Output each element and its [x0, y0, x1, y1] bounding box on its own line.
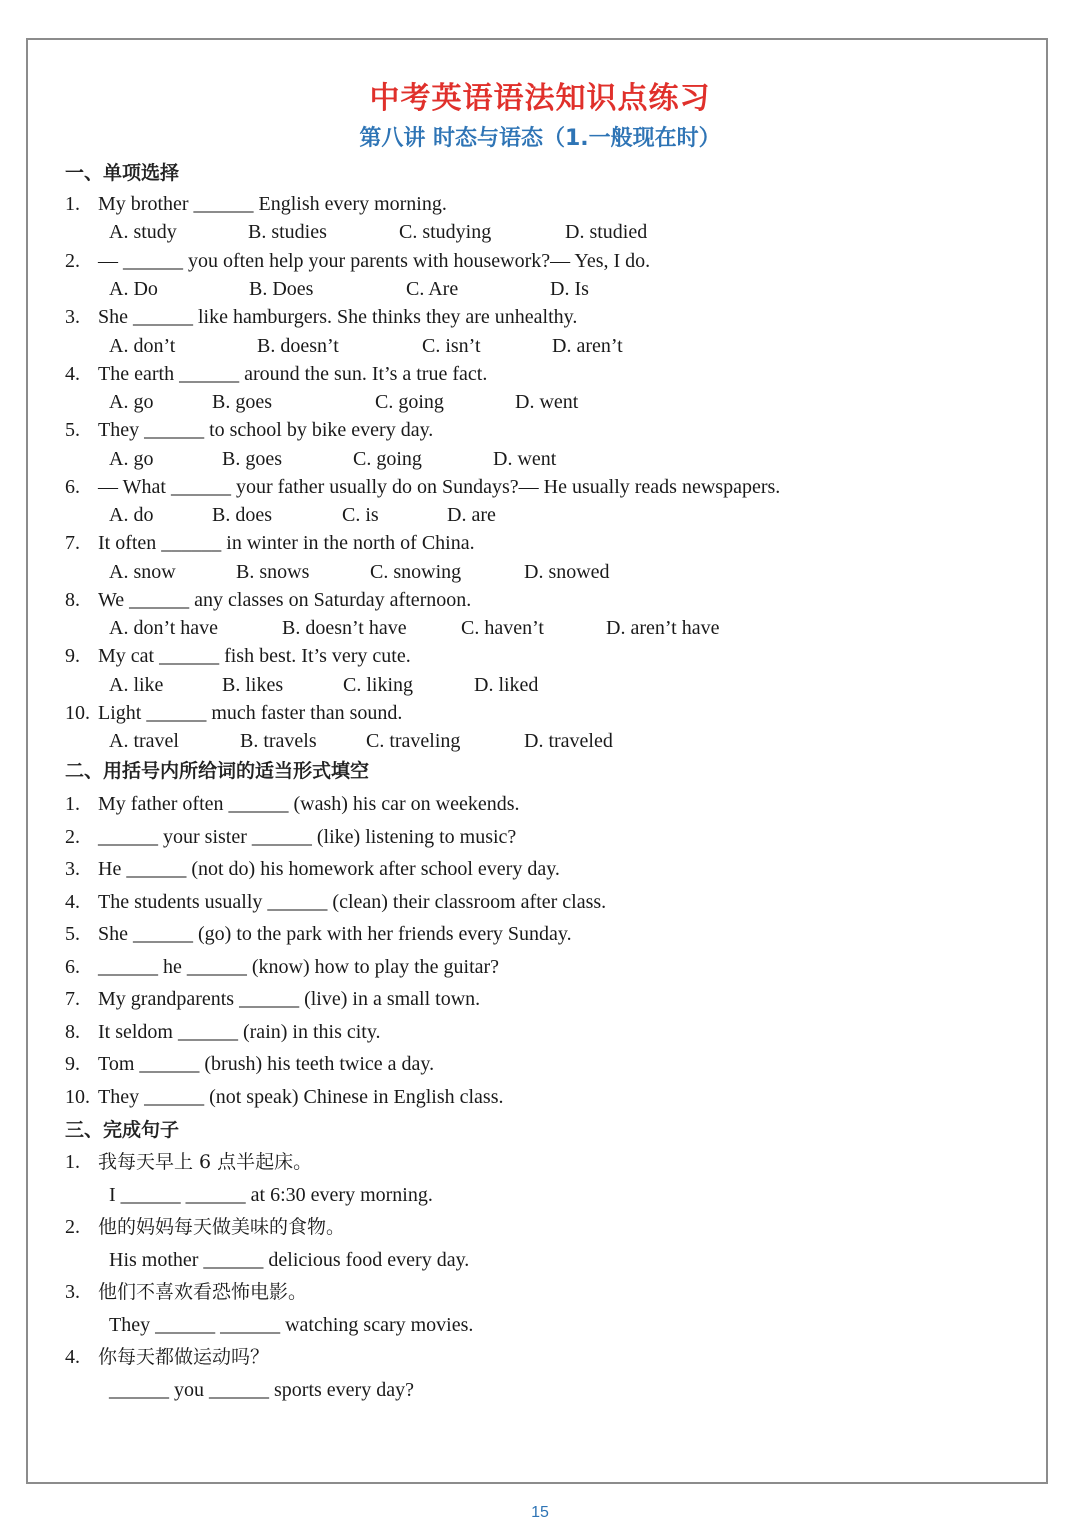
option: C. haven’t	[461, 617, 544, 639]
option: A. go	[109, 391, 154, 413]
option: B. travels	[240, 730, 317, 752]
question-text: The earth ______ around the sun. It’s a true fact.	[98, 363, 488, 385]
option: A. travel	[109, 730, 179, 752]
question-number: 5.	[65, 419, 80, 441]
options-row	[109, 446, 1009, 472]
options-row	[109, 559, 1009, 585]
translation-item	[65, 1279, 307, 1305]
question-text: — ______ you often help your parents with housework?— Yes, I do.	[98, 250, 651, 272]
option: B. goes	[222, 448, 282, 470]
question-number: 10.	[65, 702, 90, 724]
item-number: 8.	[65, 1021, 80, 1043]
question-number: 7.	[65, 532, 80, 554]
option: D. Is	[550, 278, 589, 300]
item-text: ______ he ______ (know) how to play the guitar?	[98, 956, 500, 978]
item-text: They ______ (not speak) Chinese in English class.	[98, 1086, 504, 1108]
question-text: Light ______ much faster than sound.	[98, 702, 403, 724]
option: D. aren’t have	[606, 617, 720, 639]
question	[65, 643, 411, 669]
question-text: My cat ______ fish best. It’s very cute.	[98, 645, 411, 667]
question	[65, 587, 471, 613]
english-sentence: ______ you ______ sports every day?	[109, 1379, 414, 1401]
section-heading: 三、完成句子	[65, 1119, 180, 1141]
item-number: 7.	[65, 988, 80, 1010]
page-number: 15	[531, 1504, 549, 1521]
item-number: 2.	[65, 826, 80, 848]
item-number: 3.	[65, 858, 80, 880]
question-text: — What ______ your father usually do on Sundays?— He usually reads newspapers.	[98, 476, 781, 498]
option: C. Are	[406, 278, 459, 300]
question	[65, 474, 780, 500]
question-text: She ______ like hamburgers. She thinks they are unhealthy.	[98, 306, 578, 328]
item-number: 5.	[65, 923, 80, 945]
translation-item	[65, 1344, 269, 1370]
question	[65, 361, 487, 387]
translation-item	[65, 1149, 312, 1175]
question-number: 2.	[65, 250, 80, 272]
option: B. likes	[222, 674, 284, 696]
option: A. snow	[109, 561, 176, 583]
question-text: They ______ to school by bike every day.	[98, 419, 434, 441]
item-number: 1.	[65, 793, 80, 815]
question-text: We ______ any classes on Saturday afternoon.	[98, 589, 472, 611]
question	[65, 248, 650, 274]
option: B. studies	[248, 221, 327, 243]
options-row	[109, 615, 1009, 641]
options-row	[109, 219, 1009, 245]
options-row	[109, 389, 1009, 415]
option: C. studying	[399, 221, 492, 243]
fill-item	[65, 856, 560, 882]
item-number: 1.	[65, 1151, 80, 1173]
chinese-sentence: 他们不喜欢看恐怖电影。	[98, 1281, 308, 1303]
option: A. don’t have	[109, 617, 219, 639]
item-number: 6.	[65, 956, 80, 978]
fill-item	[65, 1019, 381, 1045]
options-row	[109, 672, 1009, 698]
item-number: 2.	[65, 1216, 80, 1238]
option: C. traveling	[366, 730, 461, 752]
page-subtitle: 第八讲 时态与语态（1.一般现在时）	[359, 126, 721, 151]
translation-item	[65, 1214, 345, 1240]
chinese-sentence: 他的妈妈每天做美味的食物。	[98, 1216, 346, 1238]
option: D. studied	[565, 221, 648, 243]
item-number: 10.	[65, 1086, 90, 1108]
item-text: Tom ______ (brush) his teeth twice a day.	[98, 1053, 435, 1075]
option: A. go	[109, 448, 154, 470]
section-heading: 一、单项选择	[65, 162, 180, 184]
option: A. study	[109, 221, 177, 243]
option: A. like	[109, 674, 164, 696]
fill-item	[65, 986, 480, 1012]
option: B. Does	[249, 278, 314, 300]
item-text: ______ your sister ______ (like) listening to music?	[98, 826, 517, 848]
options-row	[109, 728, 1009, 754]
option: A. Do	[109, 278, 158, 300]
question	[65, 417, 433, 443]
question-number: 3.	[65, 306, 80, 328]
fill-item	[65, 791, 520, 817]
item-number: 3.	[65, 1281, 80, 1303]
fill-item	[65, 921, 572, 947]
option: D. liked	[474, 674, 539, 696]
question-number: 1.	[65, 193, 80, 215]
question-text: It often ______ in winter in the north of China.	[98, 532, 475, 554]
option: B. does	[212, 504, 272, 526]
options-row	[109, 502, 1009, 528]
option: B. doesn’t	[257, 335, 339, 357]
question-number: 6.	[65, 476, 80, 498]
question-text: My brother ______ English every morning.	[98, 193, 447, 215]
item-number: 9.	[65, 1053, 80, 1075]
fill-item	[65, 1084, 504, 1110]
item-text: My grandparents ______ (live) in a small town.	[98, 988, 481, 1010]
question	[65, 700, 402, 726]
question-number: 8.	[65, 589, 80, 611]
option: D. snowed	[524, 561, 610, 583]
question-number: 4.	[65, 363, 80, 385]
item-text: She ______ (go) to the park with her friends every Sunday.	[98, 923, 572, 945]
fill-item	[65, 954, 499, 980]
question	[65, 530, 475, 556]
item-text: He ______ (not do) his homework after school every day.	[98, 858, 560, 880]
question-number: 9.	[65, 645, 80, 667]
option: A. do	[109, 504, 154, 526]
option: D. went	[515, 391, 579, 413]
item-number: 4.	[65, 1346, 80, 1368]
option: B. snows	[236, 561, 310, 583]
english-sentence: They ______ ______ watching scary movies.	[109, 1314, 474, 1336]
english-sentence: His mother ______ delicious food every day.	[109, 1249, 470, 1271]
options-row	[109, 333, 1009, 359]
option: C. is	[342, 504, 379, 526]
section-heading: 二、用括号内所给词的适当形式填空	[65, 760, 370, 782]
option: D. traveled	[524, 730, 613, 752]
option: B. goes	[212, 391, 272, 413]
chinese-sentence: 我每天早上 6 点半起床。	[98, 1151, 313, 1173]
question	[65, 191, 447, 217]
fill-item	[65, 1051, 434, 1077]
item-text: My father often ______ (wash) his car on weekends.	[98, 793, 520, 815]
option: C. liking	[343, 674, 414, 696]
fill-item	[65, 824, 516, 850]
option: C. going	[353, 448, 422, 470]
option: D. aren’t	[552, 335, 623, 357]
option: D. are	[447, 504, 496, 526]
option: C. going	[375, 391, 444, 413]
question	[65, 304, 577, 330]
options-row	[109, 276, 1009, 302]
item-number: 4.	[65, 891, 80, 913]
item-text: It seldom ______ (rain) in this city.	[98, 1021, 381, 1043]
option: C. isn’t	[422, 335, 481, 357]
english-sentence: I ______ ______ at 6:30 every morning.	[109, 1184, 433, 1206]
option: C. snowing	[370, 561, 462, 583]
item-text: The students usually ______ (clean) their classroom after class.	[98, 891, 607, 913]
chinese-sentence: 你每天都做运动吗？	[98, 1346, 270, 1368]
fill-item	[65, 889, 606, 915]
option: B. doesn’t have	[282, 617, 407, 639]
option: D. went	[493, 448, 557, 470]
option: A. don’t	[109, 335, 176, 357]
page-title: 中考英语语法知识点练习	[369, 81, 711, 116]
